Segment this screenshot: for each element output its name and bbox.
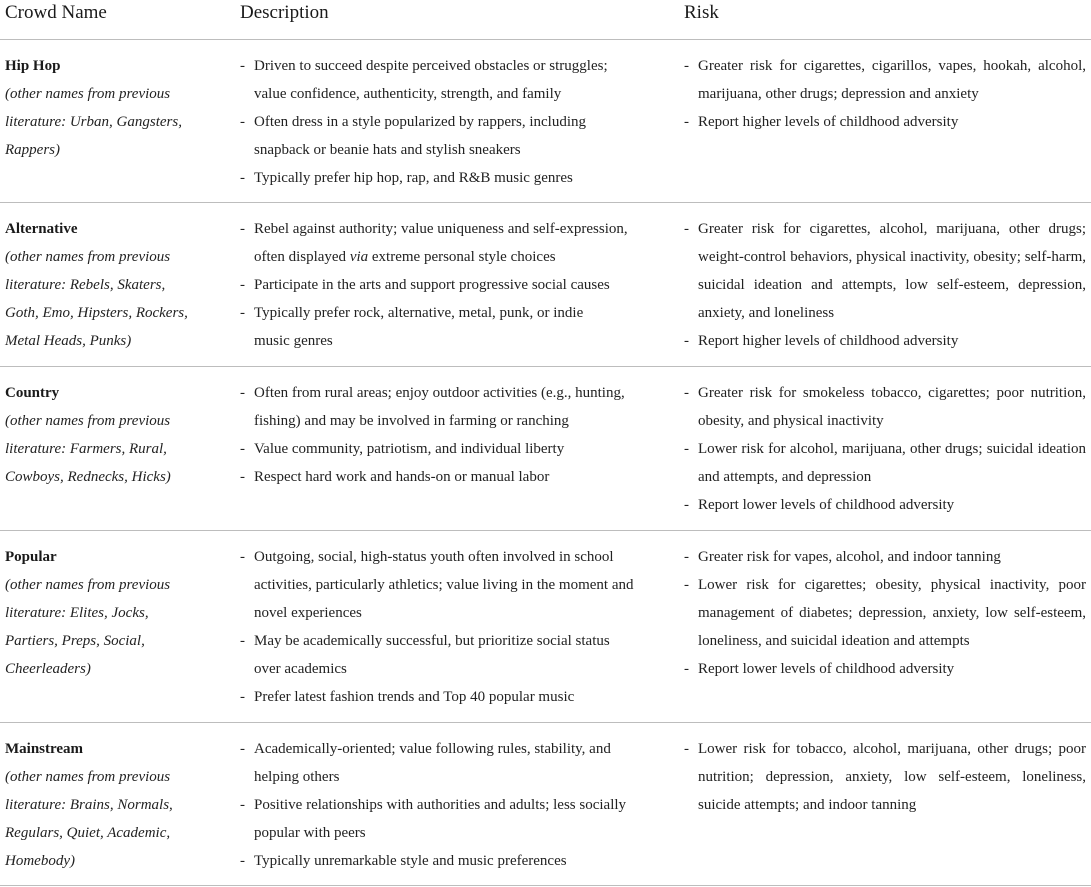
other-names: (other names from previous literature: Farmers, Rural, Cowboys, Rednecks, Hicks): [5, 413, 171, 485]
table-row: [0, 723, 1091, 886]
risk-item: - Report higher levels of childhood adversity: [684, 108, 1086, 136]
crowd-name-cell: [5, 379, 230, 491]
risk-item: - Greater risk for vapes, alcohol, and indoor tanning: [684, 543, 1086, 571]
crowd-name: Hip Hop: [5, 58, 61, 74]
header-crowd-name: Crowd Name: [5, 2, 107, 23]
description-cell: [240, 215, 640, 355]
other-names: (other names from previous literature: Brains, Normals, Regulars, Quiet, Academic, Homebody): [5, 769, 173, 869]
table-row: [0, 367, 1091, 531]
crowd-name: Country: [5, 385, 60, 401]
header-risk: Risk: [684, 2, 719, 23]
risk-cell: [684, 543, 1086, 683]
table-row: [0, 203, 1091, 367]
risk-item: - Report lower levels of childhood adversity: [684, 491, 1086, 519]
description-item: - Driven to succeed despite perceived obstacles or struggles; value confidence, authenticity, strength, and family: [240, 52, 640, 108]
description-item: - Prefer latest fashion trends and Top 40 popular music: [240, 683, 640, 711]
other-names: (other names from previous literature: Urban, Gangsters, Rappers): [5, 86, 182, 158]
crowd-name: Mainstream: [5, 741, 84, 757]
risk-item: - Lower risk for tobacco, alcohol, marijuana, other drugs; poor nutrition; depression, anxiety, low self-esteem, loneliness, suicide attempts; and indoor tanning: [684, 735, 1086, 819]
risk-item: - Greater risk for cigarettes, cigarillos, vapes, hookah, alcohol, marijuana, other drugs; depression and anxiety: [684, 52, 1086, 108]
crowd-name-cell: [5, 735, 230, 875]
description-item: - Often dress in a style popularized by rappers, including snapback or beanie hats and stylish sneakers: [240, 108, 640, 164]
table-header: [0, 0, 1091, 40]
crowd-name: Popular: [5, 549, 57, 565]
table-row: [0, 531, 1091, 723]
risk-cell: [684, 52, 1086, 136]
crowd-name: Alternative: [5, 221, 78, 237]
description-item: - Respect hard work and hands-on or manual labor: [240, 463, 640, 491]
crowd-name-cell: [5, 52, 230, 164]
description-item: - Positive relationships with authorities and adults; less socially popular with peers: [240, 791, 640, 847]
description-item: - Rebel against authority; value uniqueness and self-expression, often displayed via extreme personal style choices: [240, 215, 640, 271]
risk-item: - Greater risk for smokeless tobacco, cigarettes; poor nutrition, obesity, and physical inactivity: [684, 379, 1086, 435]
risk-item: - Lower risk for alcohol, marijuana, other drugs; suicidal ideation and attempts, and depression: [684, 435, 1086, 491]
description-item: - Academically-oriented; value following rules, stability, and helping others: [240, 735, 640, 791]
crowd-name-cell: [5, 543, 230, 683]
other-names: (other names from previous literature: Elites, Jocks, Partiers, Preps, Social, Cheerleaders): [5, 577, 171, 677]
risk-item: - Lower risk for cigarettes; obesity, physical inactivity, poor management of diabetes; depression, anxiety, low self-esteem, loneliness, and suicidal ideation and attempts: [684, 571, 1086, 655]
description-item: - Outgoing, social, high-status youth often involved in school activities, particularly athletics; value living in the moment and novel experiences: [240, 543, 640, 627]
description-cell: [240, 735, 640, 875]
description-cell: [240, 543, 640, 711]
description-item: - Typically prefer rock, alternative, metal, punk, or indie music genres: [240, 299, 594, 355]
description-item: - Participate in the arts and support progressive social causes: [240, 271, 640, 299]
description-item: - Typically prefer hip hop, rap, and R&B music genres: [240, 164, 640, 192]
crowd-name-cell: [5, 215, 230, 355]
risk-item: - Greater risk for cigarettes, alcohol, marijuana, other drugs; weight-control behaviors, physical inactivity, obesity; self-harm, suicidal ideation and attempts, low self-esteem, depression, anxiety, and loneliness: [684, 215, 1086, 327]
description-cell: [240, 52, 640, 192]
description-item: - Typically unremarkable style and music preferences: [240, 847, 640, 875]
description-item: - Value community, patriotism, and individual liberty: [240, 435, 640, 463]
other-names: (other names from previous literature: Rebels, Skaters, Goth, Emo, Hipsters, Rockers, Metal Heads, Punks): [5, 249, 188, 349]
risk-cell: [684, 215, 1086, 355]
risk-cell: [684, 735, 1086, 819]
header-description: Description: [240, 2, 329, 23]
risk-cell: [684, 379, 1086, 519]
description-item: - Often from rural areas; enjoy outdoor activities (e.g., hunting, fishing) and may be involved in farming or ranching: [240, 379, 640, 435]
risk-item: - Report higher levels of childhood adversity: [684, 327, 1086, 355]
description-cell: [240, 379, 640, 491]
table-row: [0, 40, 1091, 203]
risk-item: - Report lower levels of childhood adversity: [684, 655, 1086, 683]
description-item: - May be academically successful, but prioritize social status over academics: [240, 627, 640, 683]
